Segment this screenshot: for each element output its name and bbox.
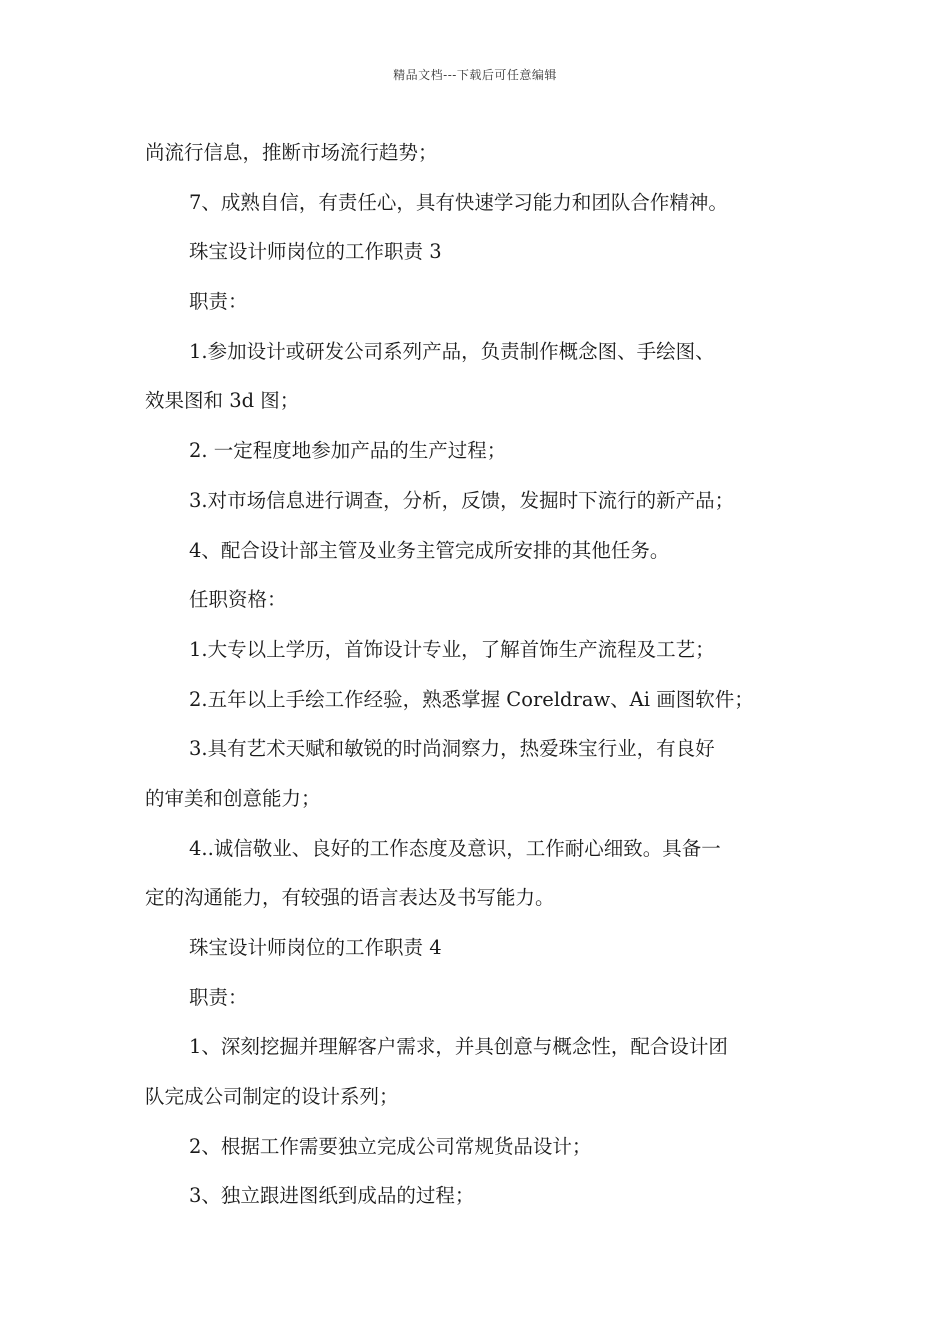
section-heading: 珠宝设计师岗位的工作职责 3 [189,240,442,264]
text-line: 尚流行信息，推断市场流行趋势； [145,141,438,164]
text-line: 队完成公司制定的设计系列； [145,1085,399,1109]
text-line: 4、配合设计部主管及业务主管完成所安排的其他任务。 [189,538,670,562]
text-line: 定的沟通能力，有较强的语言表达及书写能力。 [145,886,555,910]
text-line: 效果图和 3d 图； [145,389,300,413]
text-line: 2.五年以上手绘工作经验，熟悉掌握 Coreldraw、Ai 画图软件； [189,687,754,711]
subheading: 职责： [189,290,248,314]
text-line: 1.参加设计或研发公司系列产品，负责制作概念图、手绘图、 [189,339,715,363]
text-line: 3、独立跟进图纸到成品的过程； [189,1184,475,1208]
section-heading: 珠宝设计师岗位的工作职责 4 [189,936,442,959]
text-line: 3.对市场信息进行调查，分析，反馈，发掘时下流行的新产品； [189,488,735,512]
text-line: 7、成熟自信，有责任心，具有快速学习能力和团队合作精神。 [189,190,728,214]
text-line: 1.大专以上学历，首饰设计专业，了解首饰生产流程及工艺； [189,637,715,661]
text-line: 2、根据工作需要独立完成公司常规货品设计； [189,1134,592,1158]
subheading: 任职资格： [189,588,287,612]
text-line: 的审美和创意能力； [145,786,321,810]
document-body [145,128,810,1221]
text-line: 3.具有艺术天赋和敏锐的时尚洞察力，热爱珠宝行业，有良好 [189,737,715,761]
page-header: 精品文档---下载后可任意编辑 [393,68,557,82]
subheading: 职责： [189,985,248,1009]
text-line: 4..诚信敬业、良好的工作态度及意识，工作耐心细致。具备一 [189,836,721,860]
text-line: 2. 一定程度地参加产品的生产过程； [189,439,507,463]
text-line: 1、深刻挖掘并理解客户需求，并具创意与概念性，配合设计团 [189,1035,728,1059]
